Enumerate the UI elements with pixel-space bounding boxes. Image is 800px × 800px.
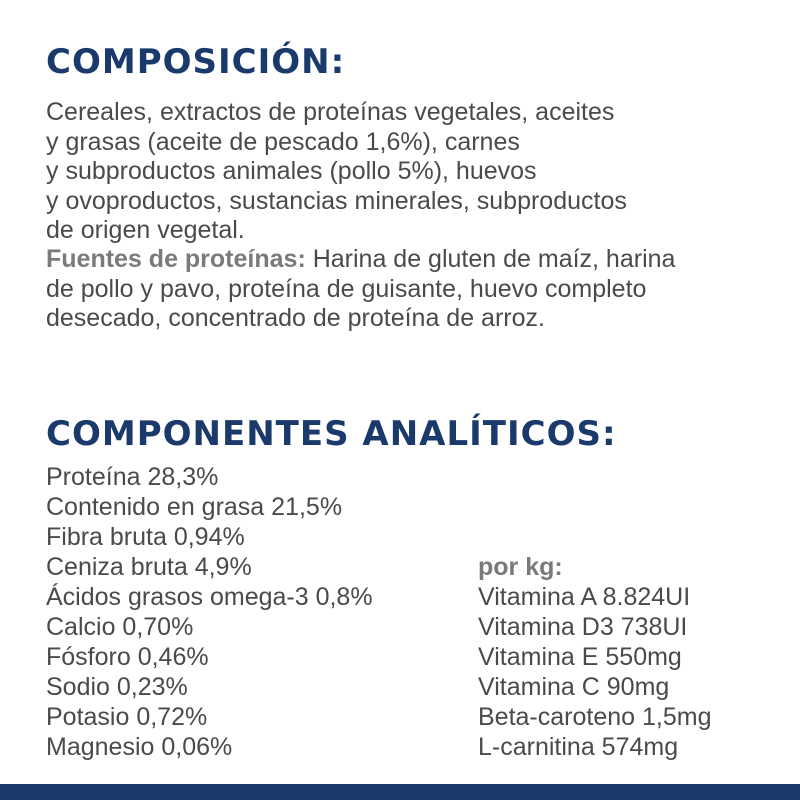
bottom-color-bar [0,784,800,800]
composicion-line: y grasas (aceite de pescado 1,6%), carnes [46,127,520,156]
fuentes-text: Harina de gluten de maíz, harina [305,245,676,273]
analiticos-heading: COMPONENTES ANALÍTICOS: [46,414,617,454]
vitamin-item: Vitamina D3 738UI [478,613,688,641]
analitico-item: Ceniza bruta 4,9% [46,553,252,581]
analitico-item: Magnesio 0,06% [46,733,233,761]
analitico-item: Sodio 0,23% [46,673,188,701]
analitico-item: Fibra bruta 0,94% [46,523,245,551]
composicion-heading: COMPOSICIÓN: [46,42,346,82]
vitamin-item: Beta-caroteno 1,5mg [478,703,712,731]
composicion-line: de origen vegetal. [46,216,245,244]
analiticos-list [46,462,373,762]
analitico-item: Proteína 28,3% [46,463,219,491]
composicion-text [46,98,766,246]
fuentes-line [46,245,766,275]
fuentes-label: Fuentes de proteínas: [46,245,306,273]
composicion-line: y subproductos animales (pollo 5%), huevos [46,157,537,185]
vitamin-item: L-carnitina 574mg [478,733,679,761]
analitico-item: Calcio 0,70% [46,613,194,641]
analitico-item: Fósforo 0,46% [46,643,209,671]
fuentes-line: desecado, concentrado de proteína de arroz. [46,304,545,332]
analitico-item: Potasio 0,72% [46,703,208,731]
composicion-line: y ovoproductos, sustancias minerales, subproductos [46,186,627,215]
fuentes-proteinas [46,245,766,334]
vitamin-item: Vitamina C 90mg [478,673,670,701]
composicion-line: Cereales, extractos de proteínas vegetales, aceites [46,98,615,126]
analitico-item: Contenido en grasa 21,5% [46,493,343,521]
per-kg-label: por kg: [478,553,563,581]
per-kg-list [478,552,711,762]
vitamin-item: Vitamina E 550mg [478,643,682,671]
analitico-item: Ácidos grasos omega-3 0,8% [46,583,373,611]
vitamin-item: Vitamina A 8.824UI [478,583,691,611]
fuentes-line: de pollo y pavo, proteína de guisante, huevo completo [46,274,647,303]
